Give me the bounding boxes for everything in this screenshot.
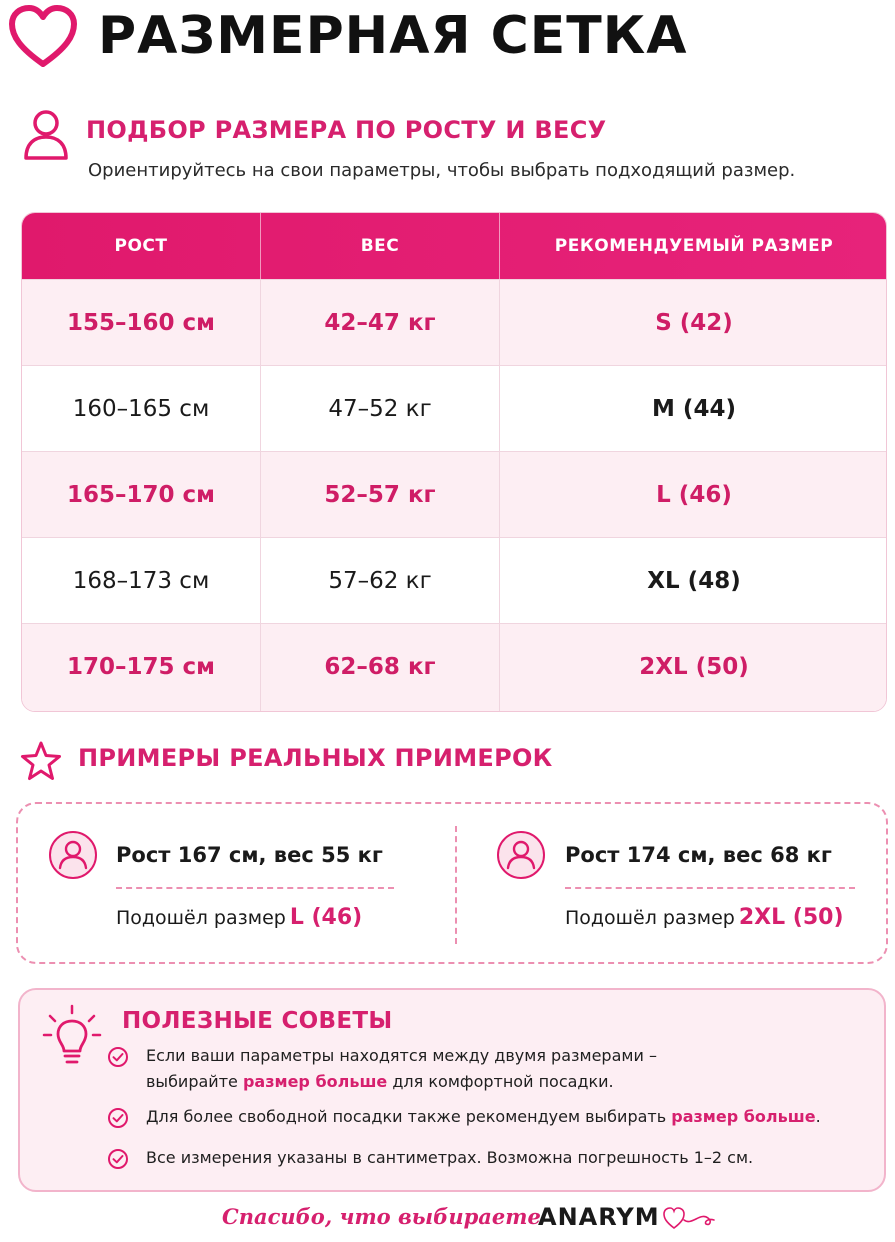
cell-size: S (42) <box>655 310 733 336</box>
tip-highlight: размер больше <box>671 1107 816 1126</box>
examples-card <box>16 802 888 964</box>
tip-text <box>146 1069 614 1095</box>
cell-weight: 62–68 кг <box>324 654 436 680</box>
table-row <box>22 623 886 712</box>
tip-text: Все измерения указаны в сантиметрах. Возможна погрешность 1–2 см. <box>146 1148 754 1167</box>
cell-weight: 47–52 кг <box>328 396 432 422</box>
check-circle-icon <box>107 1107 129 1129</box>
cell-size: XL (48) <box>647 568 741 594</box>
example-fit-label: Подошёл размер <box>565 907 735 929</box>
cell-height: 155–160 см <box>67 310 215 336</box>
cell-size: M (44) <box>652 396 736 422</box>
column-header-height: РОСТ <box>114 236 168 256</box>
cell-weight: 57–62 кг <box>328 568 432 594</box>
cell-size: 2XL (50) <box>639 654 749 680</box>
page-title: РАЗМЕРНАЯ СЕТКА <box>98 6 688 66</box>
table-row <box>22 537 886 623</box>
star-icon <box>20 740 62 782</box>
section-subtitle: Ориентируйтесь на свои параметры, чтобы выбрать подходящий размер. <box>88 160 796 181</box>
user-avatar-icon <box>496 830 546 880</box>
check-circle-icon <box>107 1148 129 1170</box>
cell-size: L (46) <box>656 482 732 508</box>
tip-highlight: размер больше <box>242 1072 388 1091</box>
examples-divider <box>455 826 457 944</box>
column-header-size: РЕКОМЕНДУЕМЫЙ РАЗМЕР <box>554 236 834 256</box>
cell-weight: 42–47 кг <box>324 310 436 336</box>
person-icon <box>22 108 70 160</box>
table-row <box>22 279 886 365</box>
heart-outline-icon <box>8 4 78 70</box>
example-fit <box>116 905 362 930</box>
cell-weight: 52–57 кг <box>324 482 436 508</box>
tip-text-part: . <box>815 1107 821 1126</box>
table-row <box>22 451 886 537</box>
example-params: Рост 174 см, вес 68 кг <box>565 843 832 867</box>
example-fit-size: L (46) <box>289 905 363 930</box>
table-row <box>22 365 886 451</box>
example-fit-label: Подошёл размер <box>116 907 286 929</box>
brand-logo: ANARYM <box>538 1203 660 1231</box>
example-params: Рост 167 см, вес 55 кг <box>116 843 383 867</box>
size-table <box>21 212 887 712</box>
tip-text-part: для комфортной посадки. <box>387 1072 614 1091</box>
tip-text <box>146 1104 821 1130</box>
section-title-examples: ПРИМЕРЫ РЕАЛЬНЫХ ПРИМЕРОК <box>78 744 553 772</box>
cell-height: 168–173 см <box>72 568 210 594</box>
lightbulb-icon <box>42 1004 102 1070</box>
section-title-tips: ПОЛЕЗНЫЕ СОВЕТЫ <box>122 1008 393 1034</box>
heart-doodle-icon <box>662 1206 718 1232</box>
user-avatar-icon <box>48 830 98 880</box>
cell-height: 170–175 см <box>67 654 215 680</box>
check-circle-icon <box>107 1046 129 1068</box>
table-header <box>22 213 886 279</box>
column-header-weight: ВЕС <box>360 236 400 256</box>
example-fit <box>565 905 844 930</box>
example-separator <box>565 887 855 889</box>
cell-height: 160–165 см <box>72 396 210 422</box>
cell-height: 165–170 см <box>67 482 215 508</box>
example-separator <box>116 887 394 889</box>
thanks-text: Спасибо, что выбираете <box>222 1204 541 1229</box>
tip-text: Если ваши параметры находятся между двумя размерами – <box>146 1046 657 1065</box>
tip-text-part: выбирайте <box>146 1072 243 1091</box>
example-fit-size: 2XL (50) <box>738 905 844 930</box>
section-title-size: ПОДБОР РАЗМЕРА ПО РОСТУ И ВЕСУ <box>86 116 607 144</box>
tip-text-part: Для более свободной посадки также рекомендуем выбирать <box>146 1107 672 1126</box>
